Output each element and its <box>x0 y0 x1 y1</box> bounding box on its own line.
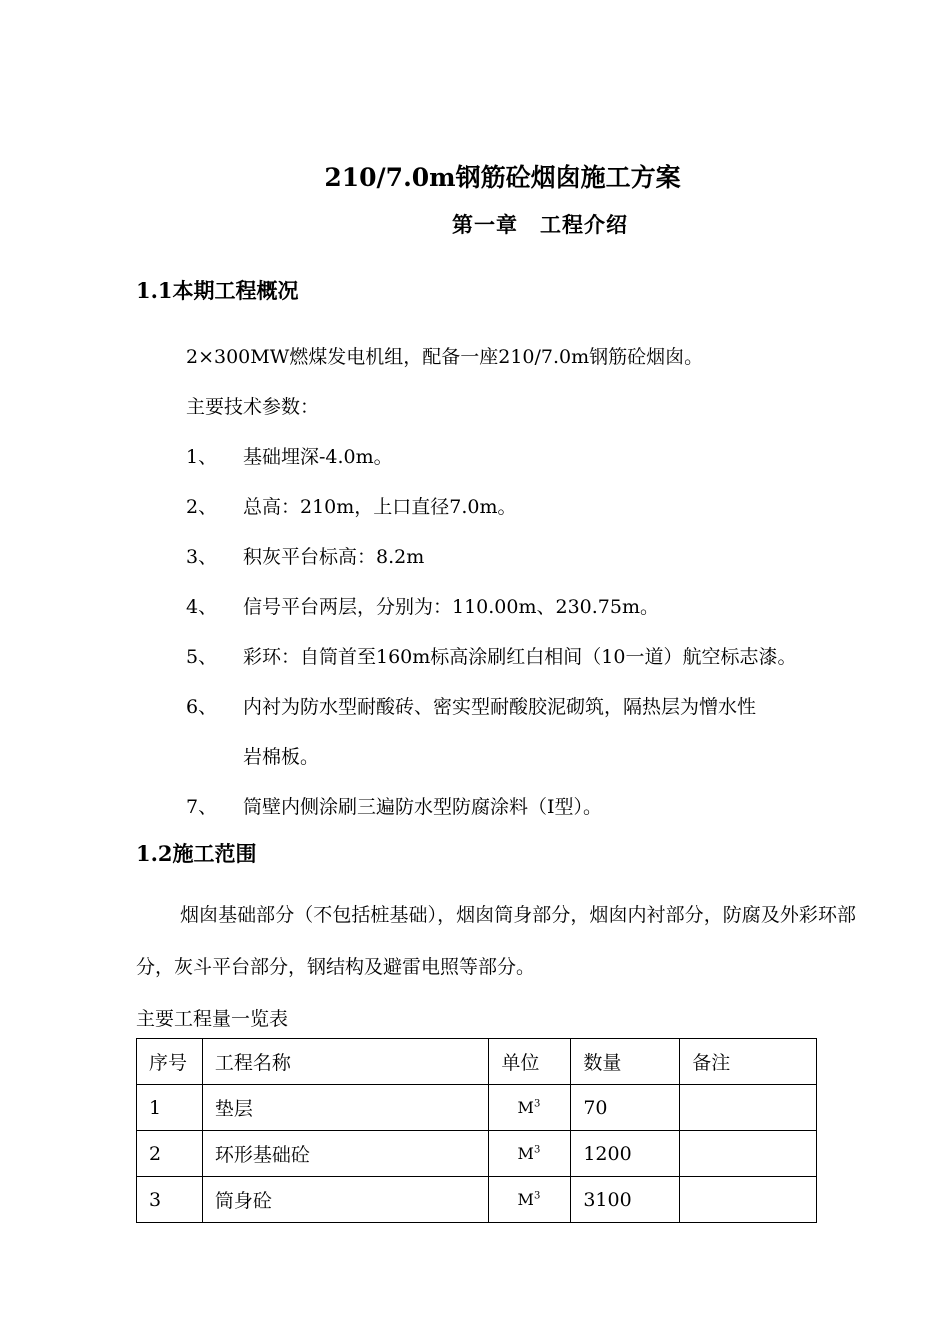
header-cell: 序号 <box>137 1039 203 1085</box>
item-number: 2、 <box>186 496 218 518</box>
table-row <box>137 1177 817 1223</box>
section-heading-1-1: 1.1本期工程概况 <box>136 278 299 303</box>
row-note <box>680 1131 817 1177</box>
chapter-heading: 第一章 工程介绍 <box>452 212 628 237</box>
item-number: 7、 <box>186 796 218 818</box>
item-text: 内衬为防水型耐酸砖、密实型耐酸胶泥砌筑，隔热层为憎水性 <box>243 696 757 718</box>
item-text: 筒壁内侧涂刷三遍防水型防腐涂料（Ⅰ型）。 <box>243 796 603 818</box>
item-text-continuation: 岩棉板。 <box>243 746 320 768</box>
intro-text: 2×300MW燃煤发电机组，配备一座210/7.0m钢筋砼烟囱。 <box>186 346 704 368</box>
row-note <box>680 1085 817 1131</box>
row-number: 3 <box>137 1177 203 1223</box>
item-text: 积灰平台标高：8.2m <box>243 546 425 568</box>
row-quantity: 3100 <box>571 1177 680 1223</box>
row-name: 垫层 <box>202 1085 488 1131</box>
row-unit: $M^3$ <box>489 1085 571 1131</box>
document-title: 210/7.0m钢筋砼烟囱施工方案 <box>324 163 681 192</box>
item-text: 彩环：自筒首至160m标高涂刷红白相间（10一道）航空标志漆。 <box>243 646 797 668</box>
params-heading: 主要技术参数： <box>186 396 320 418</box>
table-caption: 主要工程量一览表 <box>136 1008 289 1030</box>
item-number: 5、 <box>186 646 218 668</box>
item-text: 信号平台两层，分别为：110.00m、230.75m。 <box>243 596 659 618</box>
table-row <box>137 1131 817 1177</box>
table-header-row <box>137 1039 817 1085</box>
row-number: 2 <box>137 1131 203 1177</box>
scope-paragraph: 烟囱基础部分（不包括桩基础），烟囱筒身部分，烟囱内衬部分，防腐及外彩环部分，灰斗平台部分，钢结构及避雷电照等部分。 <box>136 904 856 978</box>
row-quantity: 70 <box>571 1085 680 1131</box>
item-text: 基础埋深-4.0m。 <box>243 446 393 468</box>
row-quantity: 1200 <box>571 1131 680 1177</box>
row-note <box>680 1177 817 1223</box>
row-unit: $M^3$ <box>489 1131 571 1177</box>
row-number: 1 <box>137 1085 203 1131</box>
header-cell: 单位 <box>489 1039 571 1085</box>
row-name: 筒身砼 <box>202 1177 488 1223</box>
table-row <box>137 1085 817 1131</box>
header-cell: 工程名称 <box>202 1039 488 1085</box>
row-name: 环形基础砼 <box>202 1131 488 1177</box>
header-cell: 备注 <box>680 1039 817 1085</box>
header-cell: 数量 <box>571 1039 680 1085</box>
item-number: 1、 <box>186 446 218 468</box>
item-number: 4、 <box>186 596 218 618</box>
quantity-table <box>136 1038 817 1223</box>
section-heading-1-2: 1.2施工范围 <box>136 841 257 866</box>
row-unit: $M^3$ <box>489 1177 571 1223</box>
item-number: 6、 <box>186 696 218 718</box>
item-number: 3、 <box>186 546 218 568</box>
item-text: 总高：210m，上口直径7.0m。 <box>243 496 517 518</box>
